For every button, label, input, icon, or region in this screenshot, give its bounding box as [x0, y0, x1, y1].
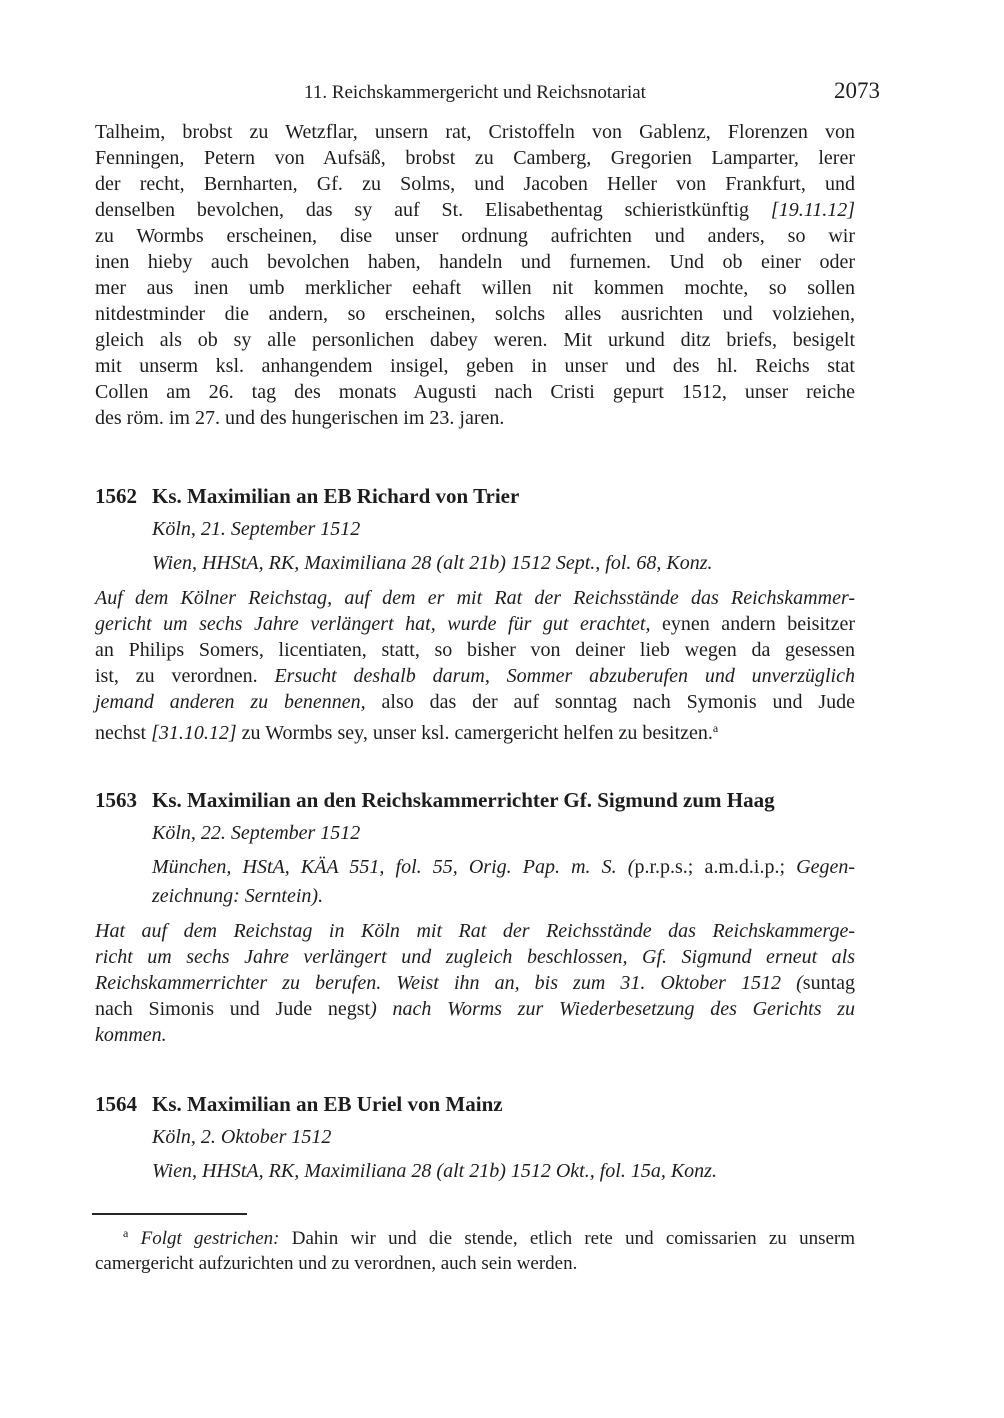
text-line: Fenningen, Petern von Aufsäß, brobst zu Camberg, Gregorien Lamparter, lerer	[95, 147, 855, 169]
entry-number: 1563	[95, 788, 137, 812]
text-line: Hat auf dem Reichstag in Köln mit Rat der Reichsstände das Reichskammerge-	[95, 920, 855, 942]
text-line: ist, zu verordnen. Ersucht deshalb darum, Sommer abzuberufen und unverzüglich	[95, 665, 855, 687]
text-line: richt um sechs Jahre verlängert und zugleich beschlossen, Gf. Sigmund erneut als	[95, 946, 855, 968]
text-line: an Philips Somers, licentiaten, statt, so bisher von deiner lieb wegen da gesessen	[95, 639, 855, 661]
text-line: nitdestminder die andern, so erscheinen, solchs alles ausrichten und volziehen,	[95, 303, 855, 325]
continuation-paragraph	[95, 119, 855, 431]
text-line: nechst [31.10.12] zu Wormbs sey, unser ksl. camergericht helfen zu besitzen.$^a$	[95, 721, 719, 744]
entry-heading	[95, 483, 855, 510]
text-line: kommen.	[95, 1024, 167, 1046]
text-line: nach Simonis und Jude negst) nach Worms zur Wiederbesetzung des Gerichts zu	[95, 998, 855, 1020]
text-line: Collen am 26. tag des monats Augusti nach Cristi gepurt 1512, unser reiche	[95, 381, 855, 403]
footnote-rule	[92, 1213, 247, 1215]
section-title: 11. Reichskammergericht und Reichsnotariat	[304, 82, 646, 103]
regest-entry-1563	[95, 787, 855, 1048]
entry-source	[152, 549, 855, 578]
text-line: gericht um sechs Jahre verlängert hat, wurde für gut erachtet, eynen andern beisitzer	[95, 613, 855, 635]
entry-body	[95, 585, 855, 746]
text-line: inen hieby auch bevolchen haben, handeln und furnemen. Und ob einer oder	[95, 251, 855, 273]
entry-number: 1562	[95, 484, 137, 508]
regest-entry-1562	[95, 483, 855, 746]
text-line: München, HStA, KÄA 551, fol. 55, Orig. Pap. m. S. (p.r.p.s.; a.m.d.i.p.; Gegen-	[152, 856, 855, 878]
entry-heading	[95, 787, 855, 814]
entry-title: Ks. Maximilian an EB Richard von Trier	[152, 484, 520, 508]
entry-heading	[95, 1091, 855, 1118]
regest-entry-1564	[95, 1091, 855, 1193]
text-line: mer aus inen umb merklicher eehaft willen nit kommen mochte, so sollen	[95, 277, 855, 299]
entry-date: Köln, 2. Oktober 1512	[152, 1126, 332, 1148]
text-line: Wien, HHStA, RK, Maximiliana 28 (alt 21b) 1512 Okt., fol. 15a, Konz.	[152, 1160, 717, 1182]
entry-title: Ks. Maximilian an den Reichskammerrichter Gf. Sigmund zum Haag	[152, 788, 775, 812]
entry-number: 1564	[95, 1092, 137, 1116]
text-line: zu Wormbs erscheinen, dise unser ordnung aufrichten und anders, so wir	[95, 225, 855, 247]
text-line: denselben bevolchen, das sy auf St. Elisabethentag schieristkünftig [19.11.12]	[95, 199, 855, 221]
text-line: jemand anderen zu benennen, also das der auf sonntag nach Symonis und Jude	[95, 691, 855, 713]
text-line: gleich als ob sy alle personlichen dabey weren. Mit urkund ditz briefs, besigelt	[95, 329, 855, 351]
page-header	[95, 78, 880, 110]
page-number: 2073	[834, 78, 880, 103]
text-line: $^a$ Folgt gestrichen: Dahin wir und die stende, etlich rete und comissarien zu unserm	[123, 1226, 856, 1249]
text-line: des röm. im 27. und des hungerischen im 23. jaren.	[95, 407, 505, 429]
entry-title: Ks. Maximilian an EB Uriel von Mainz	[152, 1092, 503, 1116]
text-line: mit unserm ksl. anhangendem insigel, geben in unser und des hl. Reichs stat	[95, 355, 855, 377]
text-line: der recht, Bernharten, Gf. zu Solms, und Jacoben Heller von Frankfurt, und	[95, 173, 855, 195]
text-line: Talheim, brobst zu Wetzflar, unsern rat, Cristoffeln von Gablenz, Florenzen von	[95, 121, 855, 143]
entry-date: Köln, 22. September 1512	[152, 822, 361, 844]
footnote	[95, 1221, 855, 1276]
entry-source	[152, 1157, 855, 1186]
text-line: zeichnung: Serntein).	[152, 885, 324, 907]
text-line: camergericht aufzurichten und zu verordnen, auch sein werden.	[95, 1253, 578, 1274]
text-line: Auf dem Kölner Reichstag, auf dem er mit Rat der Reichsstände das Reichskammer-	[95, 587, 855, 609]
text-line: Wien, HHStA, RK, Maximiliana 28 (alt 21b) 1512 Sept., fol. 68, Konz.	[152, 552, 713, 574]
entry-body	[95, 918, 855, 1048]
text-line: Reichskammerrichter zu berufen. Weist ihn an, bis zum 31. Oktober 1512 (suntag	[95, 972, 855, 994]
entry-date: Köln, 21. September 1512	[152, 518, 361, 540]
entry-source	[152, 853, 855, 911]
